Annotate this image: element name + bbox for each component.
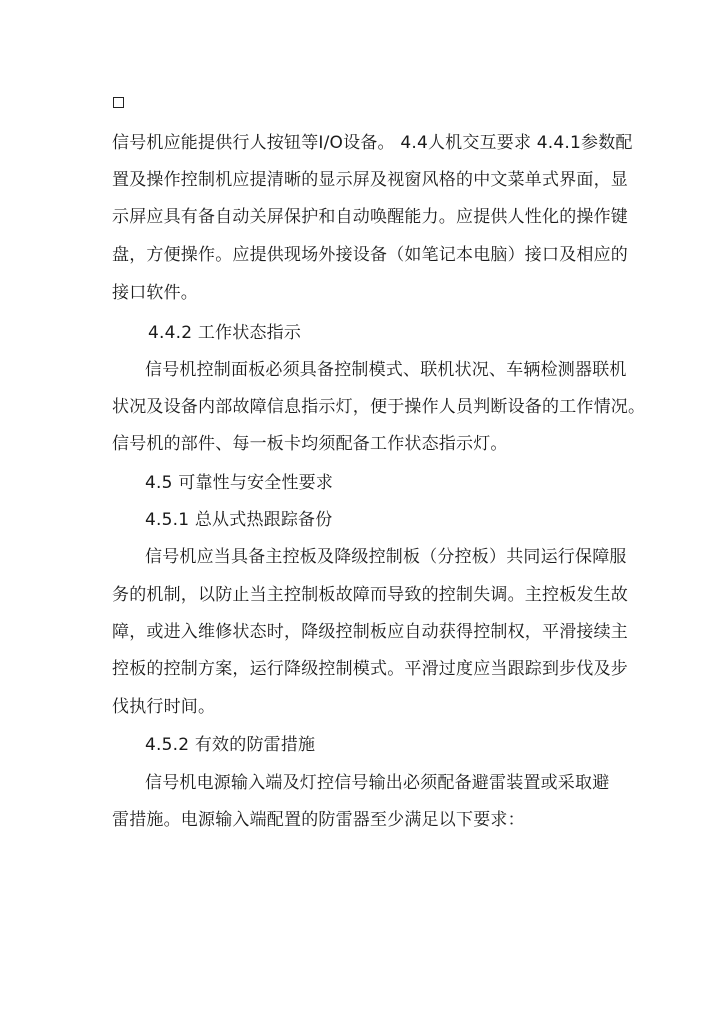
paragraph-line: 雷措施。电源输入端配置的防雷器至少满足以下要求： bbox=[112, 810, 525, 830]
paragraph-line: 务的机制，以防止当主控制板故障而导致的控制失调。主控板发生故 bbox=[112, 585, 628, 605]
paragraph-line: 信号机控制面板必须具备控制模式、联机状况、车辆检测器联机 bbox=[145, 360, 627, 380]
paragraph-line: 示屏应具有备自动关屏保护和自动唤醒能力。应提供人性化的操作键 bbox=[112, 207, 628, 227]
paragraph-line: 信号机电源输入端及灯控信号输出必须配备避雷装置或采取避 bbox=[145, 773, 610, 793]
paragraph-line: 信号机应能提供行人按钮等I/O设备。 4.4人机交互要求 4.4.1参数配 bbox=[112, 133, 633, 153]
paragraph-line: 信号机应当具备主控板及降级控制板（分控板）共同运行保障服 bbox=[145, 547, 627, 567]
paragraph-line: 置及操作控制机应提清晰的显示屏及视窗风格的中文菜单式界面，显 bbox=[112, 170, 628, 190]
section-heading: 4.4.2 工作状态指示 bbox=[148, 323, 302, 343]
paragraph-line: 控板的控制方案，运行降级控制模式。平滑过度应当跟踪到步伐及步 bbox=[112, 659, 628, 679]
section-heading: 4.5.1 总从式热跟踪备份 bbox=[145, 510, 333, 530]
paragraph-line: 伐执行时间。 bbox=[112, 697, 216, 717]
paragraph-line: 盘，方便操作。应提供现场外接设备（如笔记本电脑）接口及相应的 bbox=[112, 245, 628, 265]
section-heading: 4.5 可靠性与安全性要求 bbox=[145, 473, 334, 493]
paragraph-line: 状况及设备内部故障信息指示灯，便于操作人员判断设备的工作情况。 bbox=[112, 397, 646, 417]
paragraph-line: 接口软件。 bbox=[112, 283, 198, 303]
section-heading: 4.5.2 有效的防雷措施 bbox=[145, 735, 316, 755]
paragraph-line: 障，或进入维修状态时，降级控制板应自动获得控制权，平滑接续主 bbox=[112, 622, 628, 642]
checkbox-bullet-icon bbox=[113, 97, 124, 108]
paragraph-line: 信号机的部件、每一板卡均须配备工作状态指示灯。 bbox=[112, 434, 508, 454]
